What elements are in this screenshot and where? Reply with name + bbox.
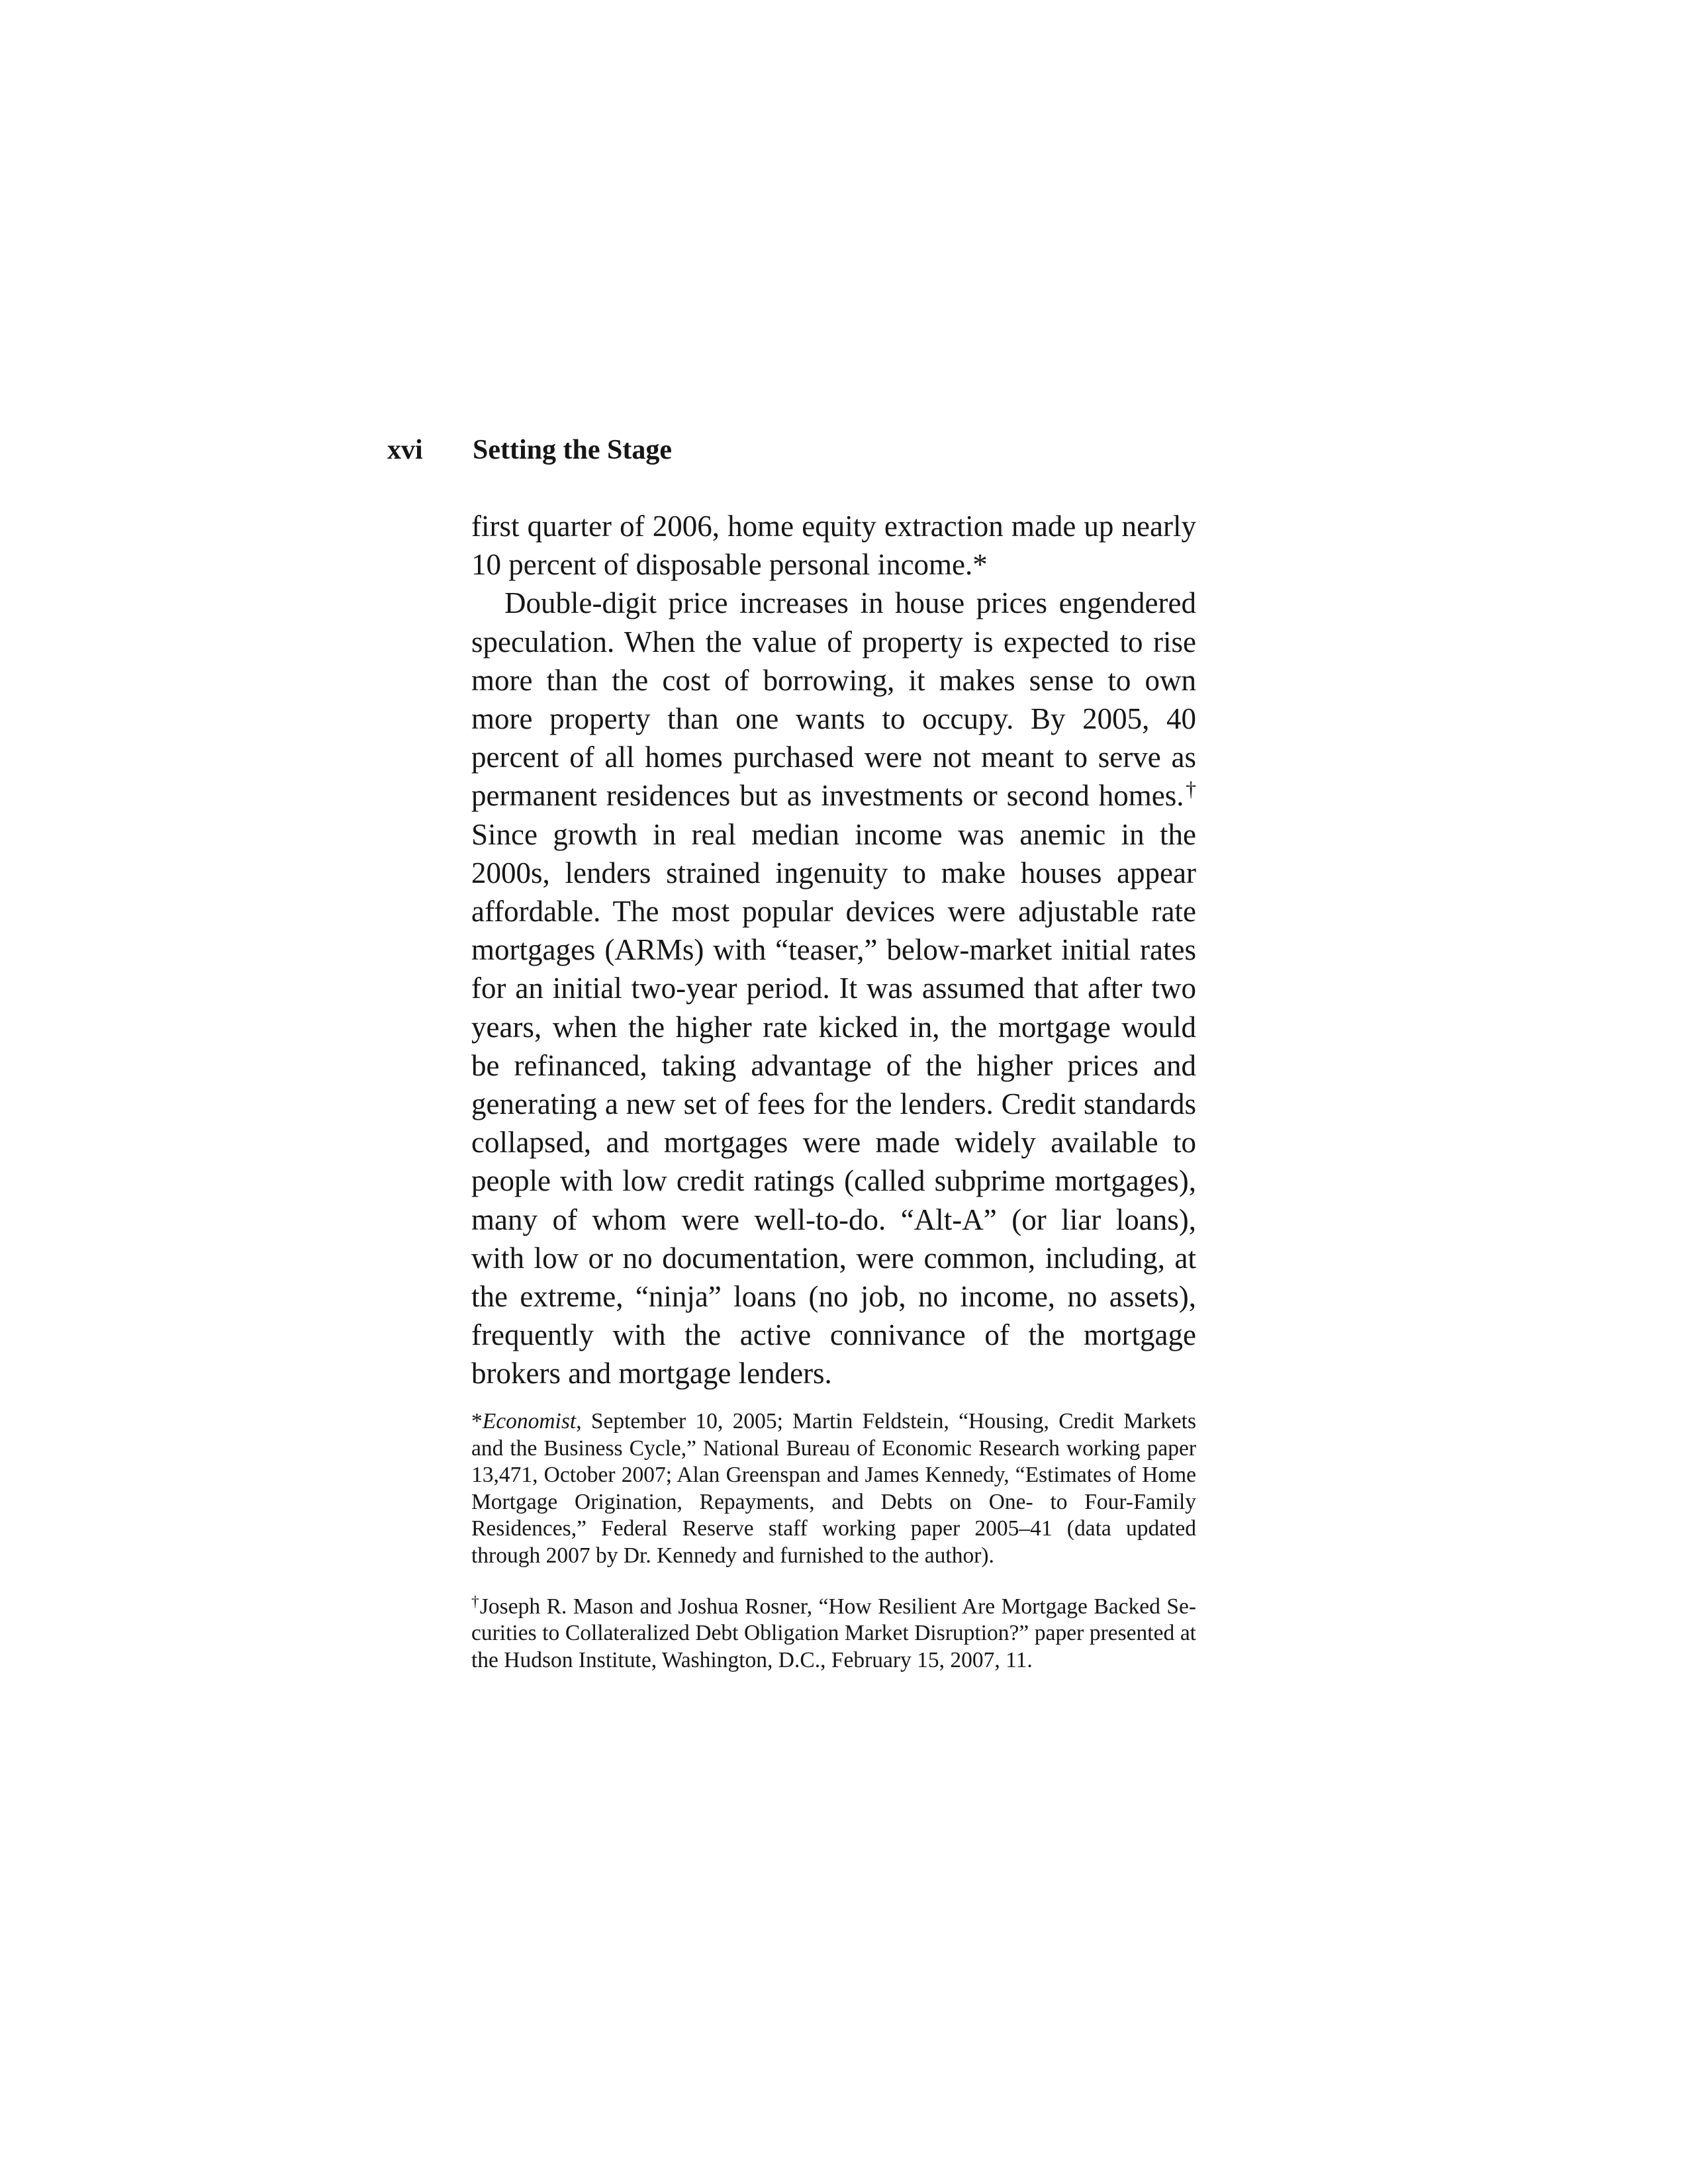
footnote-1 bbox=[471, 1408, 1196, 1570]
footnote-2-mark: † bbox=[471, 1593, 480, 1611]
page-number: xvi bbox=[387, 435, 423, 465]
dagger-footnote-ref: † bbox=[1184, 778, 1197, 801]
paragraph-2 bbox=[471, 584, 1196, 1392]
footnote-2-text: Joseph R. Mason and Joshua Rosner, “How Resilient Are Mortgage Backed Securities to Collateralized Debt Obligation Market Disruption?” paper presented at the Hudson Institute, Washington, D.C., February 15, 2007, 11. bbox=[471, 1594, 1197, 1672]
footnote-1-mark: * bbox=[471, 1409, 483, 1433]
footnotes bbox=[471, 1408, 1196, 1674]
footnote-2 bbox=[471, 1594, 1196, 1674]
paragraph-2-part-2: Since growth in real median income was anemic in the 2000s, lenders strained ingenuity to make houses appear affordable. The most popular devices were adjustable rate mortgages (ARMs) with “teaser,” below-market initial rates for an initial two-year period. It was assumed that after two years, when the higher rate kicked in, the mortgage would be refinanced, taking advantage of the higher prices and generating a new set of fees for the lenders. Credit standards collapsed, and mortgages were made widely available to people with low credit ratings (called subprime mortgages), many of whom were well-to-do. “Alt-A” (or liar loans), with low or no documentation, were common, including, at the extreme, “ninja” loans (no job, no income, no assets), frequently with the active connivance of the mortgage brokers and mortgage lenders. bbox=[471, 817, 1196, 1390]
paragraph-2-part-1: Double-digit price increases in house prices engendered speculation. When the value of property is expected to rise more than the cost of borrowing, it makes sense to own more property than one wants to occupy. By 2005, 40 percent of all homes purchased were not meant to serve as permanent residences but as investments or second homes. bbox=[471, 586, 1196, 813]
paragraph-1: first quarter of 2006, home equity extraction made up nearly 10 percent of disposable personal income.* bbox=[471, 510, 1196, 582]
running-head-title: Setting the Stage bbox=[473, 435, 672, 465]
footnote-1-source: Economist bbox=[482, 1409, 577, 1433]
footnote-1-text: , September 10, 2005; Martin Feldstein, “Housing, Credit Markets and the Business Cycle,” National Bureau of Economic Research working paper 13,471, October 2007; Alan Greenspan and James Kennedy, “Estimates of Home Mortgage Origination, Repayments, and Debts on One- to Four-Family Residences,” Federal Reserve staff working paper 2005–41 (data updated through 2007 by Dr. Kennedy and furnished to the author). bbox=[471, 1409, 1196, 1568]
main-text bbox=[471, 507, 1196, 1393]
